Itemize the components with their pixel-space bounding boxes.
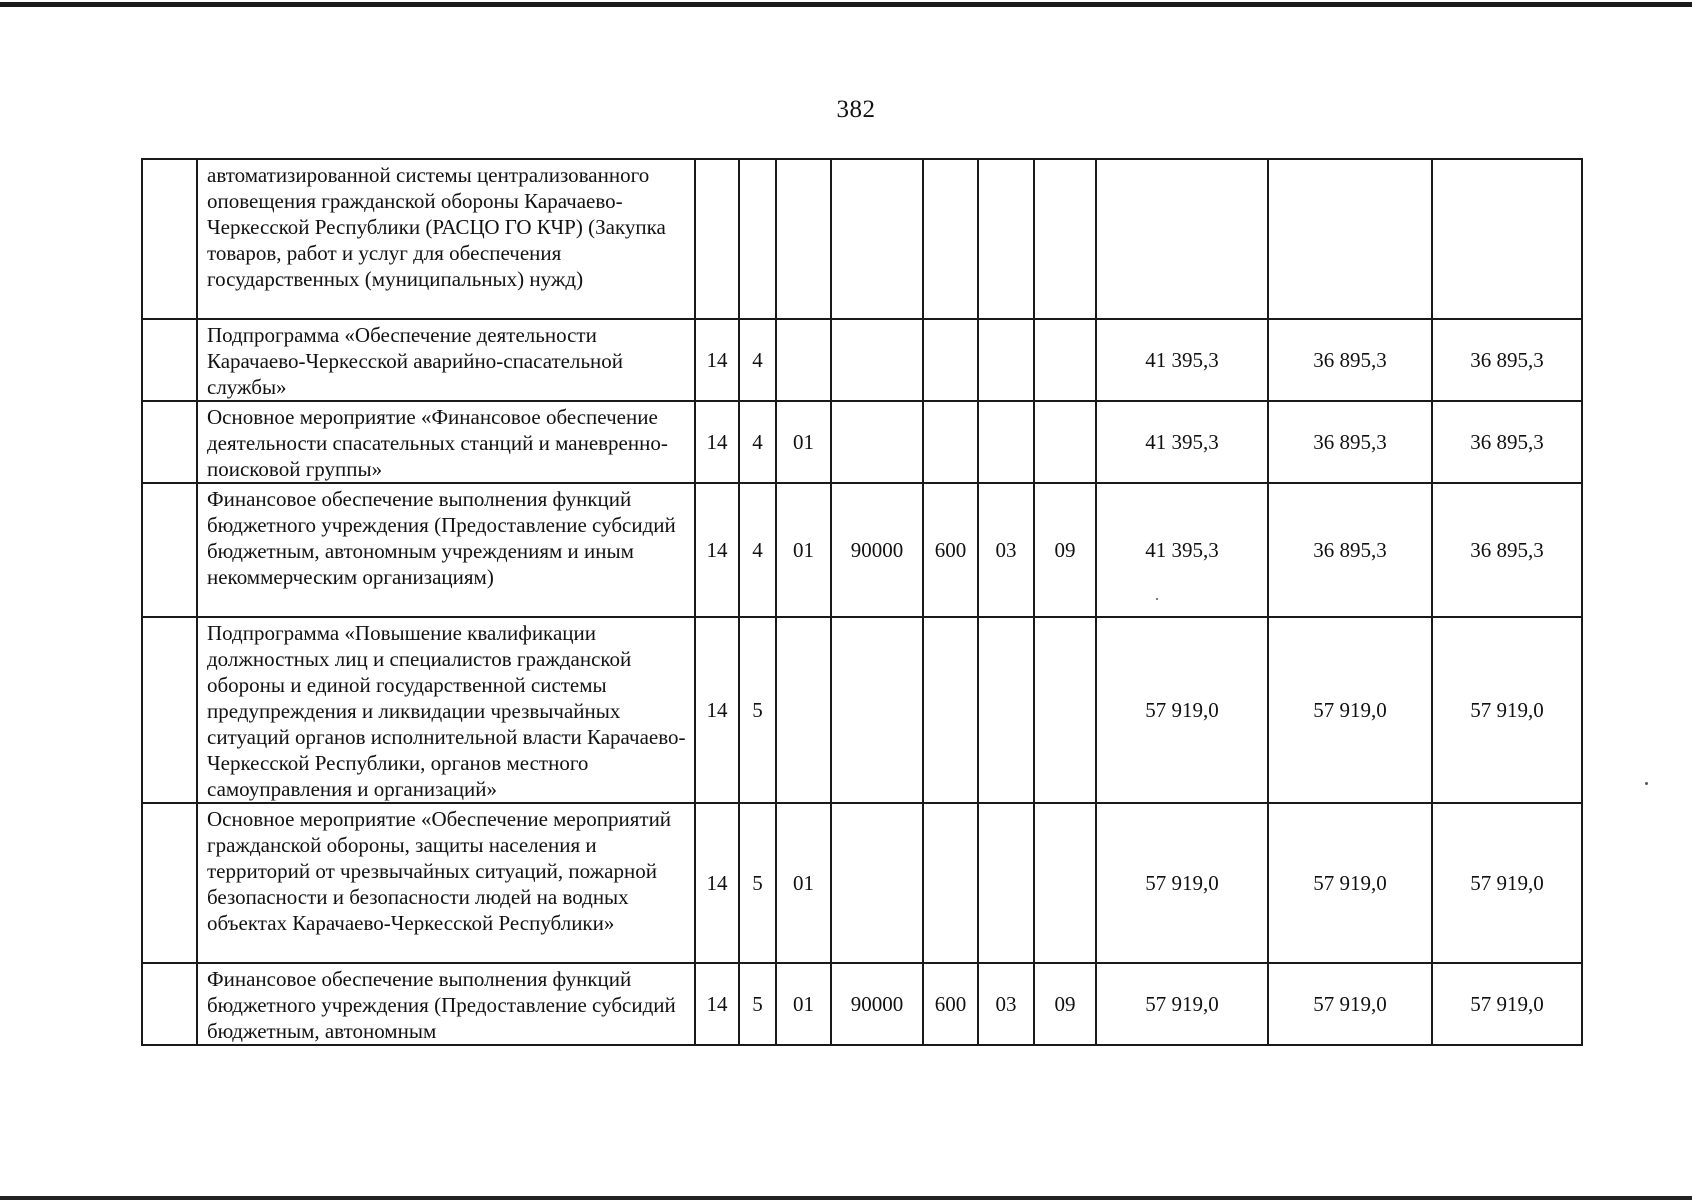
row-name: Основное мероприятие «Финансовое обеспечение деятельности спасательных станций и маневренно-поисковой группы» [197, 401, 695, 483]
amount-cell [1432, 159, 1582, 319]
scan-speck [1156, 598, 1158, 600]
empty-index-cell [142, 617, 197, 803]
budget-table [141, 158, 1583, 1046]
code-cell: 5 [739, 617, 776, 803]
amount-cell: 57 919,0 [1268, 963, 1432, 1045]
code-cell: 01 [776, 803, 831, 963]
code-cell: 600 [923, 963, 978, 1045]
code-cell: 14 [695, 483, 739, 617]
amount-cell: 36 895,3 [1432, 483, 1582, 617]
code-cell [978, 159, 1034, 319]
table-row [142, 401, 1582, 483]
amount-cell [1268, 159, 1432, 319]
code-cell: 14 [695, 803, 739, 963]
amount-cell: 41 395,3 [1096, 319, 1268, 401]
amount-cell: 36 895,3 [1432, 401, 1582, 483]
code-cell: 14 [695, 963, 739, 1045]
code-cell [831, 617, 923, 803]
code-cell [978, 319, 1034, 401]
table-row [142, 617, 1582, 803]
table-row [142, 963, 1582, 1045]
code-cell: 09 [1034, 963, 1096, 1045]
code-cell: 09 [1034, 483, 1096, 617]
code-cell: 5 [739, 803, 776, 963]
scan-speck [1645, 782, 1648, 785]
code-cell: 600 [923, 483, 978, 617]
code-cell: 4 [739, 319, 776, 401]
amount-cell: 36 895,3 [1432, 319, 1582, 401]
amount-cell [1096, 159, 1268, 319]
amount-cell: 41 395,3 [1096, 483, 1268, 617]
code-cell: 4 [739, 401, 776, 483]
amount-cell: 57 919,0 [1268, 617, 1432, 803]
code-cell [1034, 159, 1096, 319]
code-cell: 90000 [831, 483, 923, 617]
empty-index-cell [142, 963, 197, 1045]
amount-cell: 36 895,3 [1268, 401, 1432, 483]
amount-cell: 57 919,0 [1096, 963, 1268, 1045]
code-cell [923, 401, 978, 483]
code-cell: 4 [739, 483, 776, 617]
code-cell: 03 [978, 483, 1034, 617]
row-name: Подпрограмма «Повышение квалификации должностных лиц и специалистов гражданской обороны и единой государственной системы предупреждения и ликвидации чрезвычайных ситуаций органов исполнительной власти Карачаево-Черкесской Республики, органов местного самоуправления и организаций» [197, 617, 695, 803]
code-cell [739, 159, 776, 319]
code-cell: 01 [776, 401, 831, 483]
code-cell [923, 617, 978, 803]
empty-index-cell [142, 483, 197, 617]
code-cell [978, 617, 1034, 803]
amount-cell: 57 919,0 [1096, 803, 1268, 963]
amount-cell: 57 919,0 [1432, 803, 1582, 963]
code-cell [978, 803, 1034, 963]
code-cell [1034, 401, 1096, 483]
scan-bottom-edge [0, 1196, 1692, 1200]
code-cell: 01 [776, 963, 831, 1045]
row-name: Подпрограмма «Обеспечение деятельности Карачаево-Черкесской аварийно-спасательной службы» [197, 319, 695, 401]
scan-top-edge [0, 2, 1692, 7]
code-cell [923, 319, 978, 401]
code-cell: 01 [776, 483, 831, 617]
table-row [142, 159, 1582, 319]
code-cell [776, 319, 831, 401]
table-row [142, 483, 1582, 617]
code-cell [776, 617, 831, 803]
code-cell: 03 [978, 963, 1034, 1045]
code-cell: 14 [695, 617, 739, 803]
code-cell [831, 319, 923, 401]
row-name: Основное мероприятие «Обеспечение мероприятий гражданской обороны, защиты населения и территорий от чрезвычайных ситуаций, пожарной безопасности и безопасности людей на водных объектах Карачаево-Черкесской Республики» [197, 803, 695, 963]
code-cell [923, 803, 978, 963]
amount-cell: 41 395,3 [1096, 401, 1268, 483]
amount-cell: 36 895,3 [1268, 483, 1432, 617]
code-cell [695, 159, 739, 319]
row-name: Финансовое обеспечение выполнения функций бюджетного учреждения (Предоставление субсидий бюджетным, автономным [197, 963, 695, 1045]
amount-cell: 57 919,0 [1268, 803, 1432, 963]
empty-index-cell [142, 803, 197, 963]
code-cell [831, 401, 923, 483]
empty-index-cell [142, 319, 197, 401]
code-cell: 14 [695, 319, 739, 401]
code-cell [1034, 319, 1096, 401]
code-cell [831, 803, 923, 963]
row-name: Финансовое обеспечение выполнения функций бюджетного учреждения (Предоставление субсидий бюджетным, автономным учреждениям и иным некоммерческим организациям) [197, 483, 695, 617]
code-cell [1034, 803, 1096, 963]
code-cell [1034, 617, 1096, 803]
amount-cell: 36 895,3 [1268, 319, 1432, 401]
code-cell [923, 159, 978, 319]
code-cell [776, 159, 831, 319]
code-cell: 5 [739, 963, 776, 1045]
page-number: 382 [836, 96, 876, 123]
empty-index-cell [142, 159, 197, 319]
code-cell [831, 159, 923, 319]
table-row [142, 803, 1582, 963]
code-cell: 14 [695, 401, 739, 483]
amount-cell: 57 919,0 [1432, 963, 1582, 1045]
amount-cell: 57 919,0 [1096, 617, 1268, 803]
table-row [142, 319, 1582, 401]
code-cell [978, 401, 1034, 483]
row-name: автоматизированной системы централизованного оповещения гражданской обороны Карачаево-Черкесской Республики (РАСЦО ГО КЧР) (Закупка товаров, работ и услуг для обеспечения государственных (муниципальных) нужд) [197, 159, 695, 319]
amount-cell: 57 919,0 [1432, 617, 1582, 803]
empty-index-cell [142, 401, 197, 483]
code-cell: 90000 [831, 963, 923, 1045]
